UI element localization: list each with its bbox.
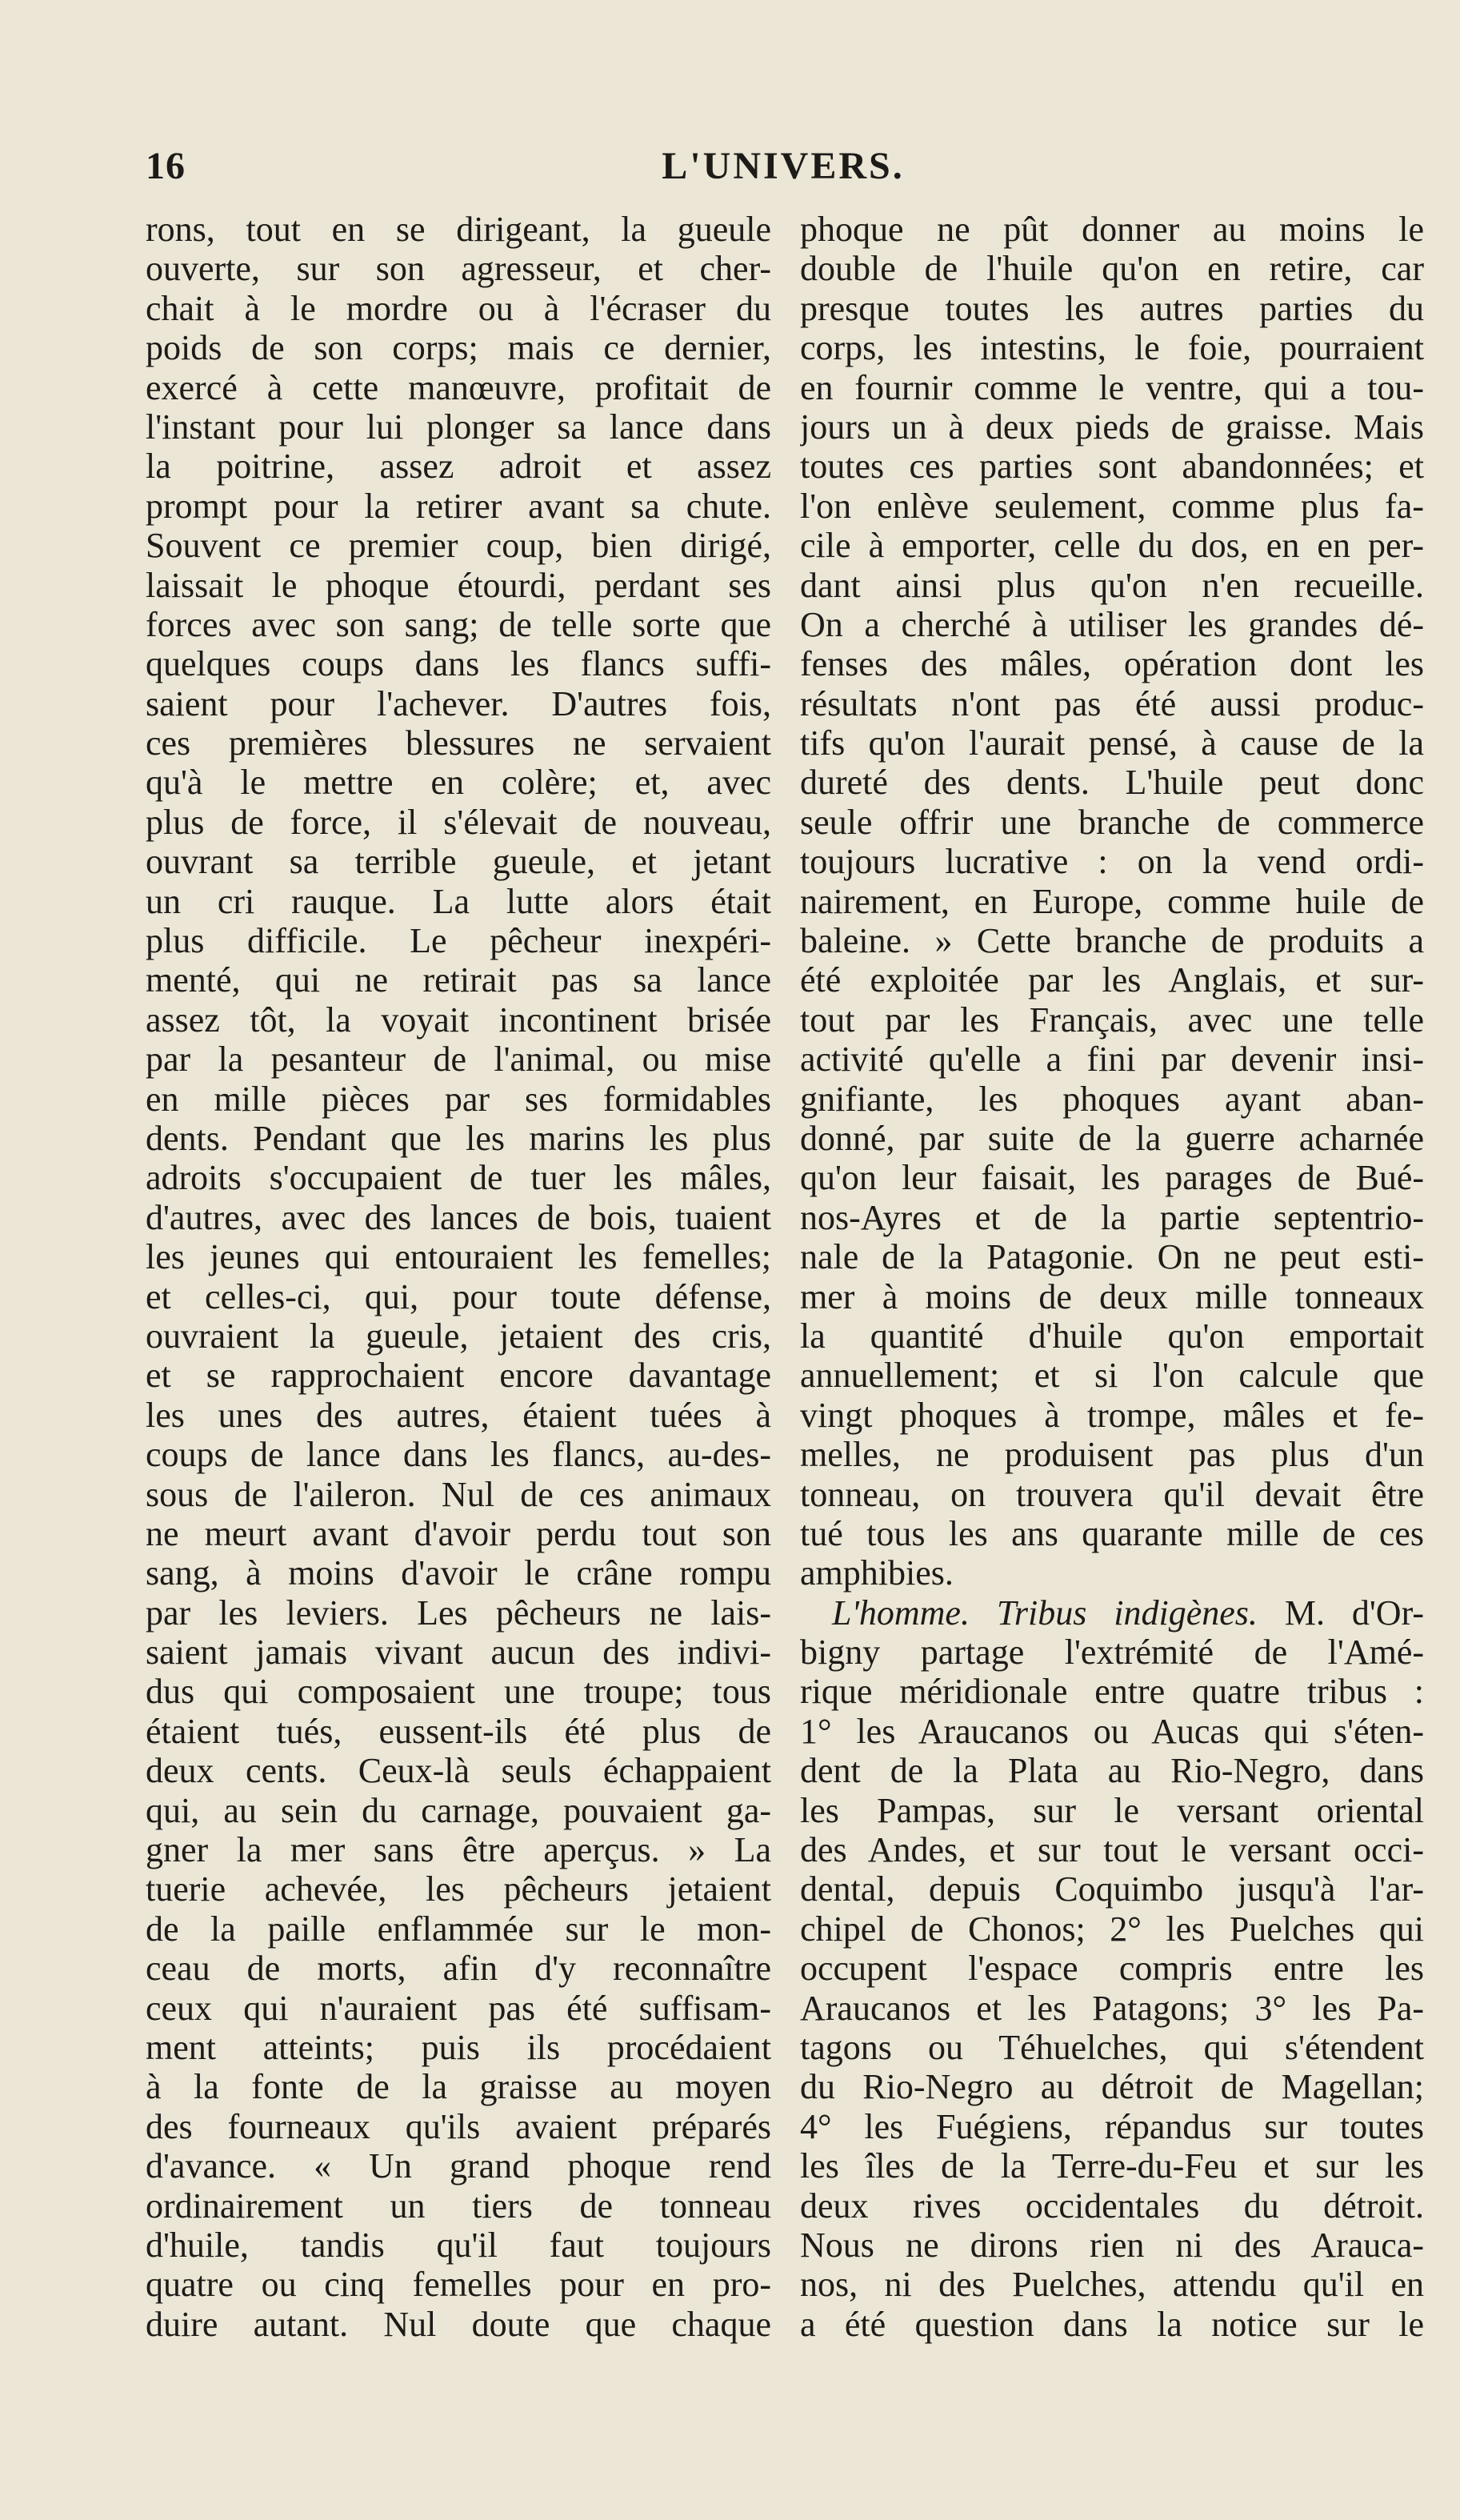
text-line: tonneau, on trouvera qu'il devait être bbox=[800, 1474, 1424, 1514]
text-line: ces premières blessures ne servaient bbox=[146, 723, 771, 763]
left-column bbox=[146, 210, 771, 2344]
text-line: qu'à le mettre en colère; et, avec bbox=[146, 763, 771, 803]
text-line: dent de la Plata au Rio-Negro, dans bbox=[800, 1751, 1424, 1791]
page-header bbox=[146, 144, 1421, 192]
text-line: presque toutes les autres parties du bbox=[800, 288, 1424, 328]
text-line: qui, au sein du carnage, pouvaient ga- bbox=[146, 1790, 771, 1830]
text-line: activité qu'elle a fini par devenir insi- bbox=[800, 1040, 1424, 1080]
text-line: plus difficile. Le pêcheur inexpéri- bbox=[146, 921, 771, 961]
text-line: un cri rauque. La lutte alors était bbox=[146, 881, 771, 921]
text-line: étaient tués, eussent-ils été plus de bbox=[146, 1711, 771, 1751]
text-line: dus qui composaient une troupe; tous bbox=[146, 1672, 771, 1712]
text-line: vingt phoques à trompe, mâles et fe- bbox=[800, 1395, 1424, 1435]
section-heading-line bbox=[800, 1593, 1424, 1633]
text-line: ceau de morts, afin d'y reconnaître bbox=[146, 1949, 771, 1989]
right-column bbox=[800, 210, 1424, 2344]
text-line: menté, qui ne retirait pas sa lance bbox=[146, 960, 771, 1000]
text-line: tagons ou Téhuelches, qui s'étendent bbox=[800, 2027, 1424, 2067]
text-line: dents. Pendant que les marins les plus bbox=[146, 1118, 771, 1158]
text-line: résultats n'ont pas été aussi produc- bbox=[800, 683, 1424, 723]
text-line: dureté des dents. L'huile peut donc bbox=[800, 763, 1424, 803]
text-line: de la paille enflammée sur le mon- bbox=[146, 1909, 771, 1949]
text-line: occupent l'espace compris entre les bbox=[800, 1949, 1424, 1989]
text-line: duire autant. Nul doute que chaque bbox=[146, 2304, 771, 2344]
text-line: deux rives occidentales du détroit. bbox=[800, 2185, 1424, 2226]
text-line: à la fonte de la graisse au moyen bbox=[146, 2067, 771, 2107]
text-line: poids de son corps; mais ce dernier, bbox=[146, 328, 771, 368]
text-line: ceux qui n'auraient pas été suffisam- bbox=[146, 1988, 771, 2028]
text-line: d'autres, avec des lances de bois, tuaient bbox=[146, 1197, 771, 1237]
text-line: cile à emporter, celle du dos, en en per- bbox=[800, 526, 1424, 566]
text-line: qu'on leur faisait, les parages de Bué- bbox=[800, 1158, 1424, 1198]
text-line: toujours lucrative : on la vend ordi- bbox=[800, 842, 1424, 882]
text-line: quatre ou cinq femelles pour en pro- bbox=[146, 2265, 771, 2305]
text-line: saient pour l'achever. D'autres fois, bbox=[146, 683, 771, 723]
text-line: exercé à cette manœuvre, profitait de bbox=[146, 367, 771, 407]
text-line: les îles de la Terre-du-Feu et sur les bbox=[800, 2146, 1424, 2186]
text-line: des Andes, et sur tout le versant occi- bbox=[800, 1830, 1424, 1870]
text-line: gner la mer sans être aperçus. » La bbox=[146, 1830, 771, 1870]
running-title: L'UNIVERS. bbox=[662, 145, 905, 187]
text-line: phoque ne pût donner au moins le bbox=[800, 210, 1424, 249]
text-line: dental, depuis Coquimbo jusqu'à l'ar- bbox=[800, 1869, 1424, 1909]
text-line: 4° les Fuégiens, répandus sur toutes bbox=[800, 2106, 1424, 2146]
text-line: a été question dans la notice sur le bbox=[800, 2304, 1424, 2344]
text-line: ordinairement un tiers de tonneau bbox=[146, 2185, 771, 2226]
text-line: la poitrine, assez adroit et assez bbox=[146, 447, 771, 487]
text-line: tifs qu'on l'aurait pensé, à cause de la bbox=[800, 723, 1424, 763]
text-line: seule offrir une branche de commerce bbox=[800, 802, 1424, 842]
text-line: On a cherché à utiliser les grandes dé- bbox=[800, 604, 1424, 644]
text-line: nos-Ayres et de la partie septentrio- bbox=[800, 1197, 1424, 1237]
text-line: nale de la Patagonie. On ne peut esti- bbox=[800, 1237, 1424, 1277]
text-line: baleine. » Cette branche de produits a bbox=[800, 921, 1424, 961]
text-line: melles, ne produisent pas plus d'un bbox=[800, 1435, 1424, 1475]
text-line: en fournir comme le ventre, qui a tou- bbox=[800, 367, 1424, 407]
text-line: amphibies. bbox=[800, 1553, 954, 1593]
text-line: rique méridionale entre quatre tribus : bbox=[800, 1672, 1424, 1712]
text-line: ouvrant sa terrible gueule, et jetant bbox=[146, 842, 771, 882]
text-line: nairement, en Europe, comme huile de bbox=[800, 881, 1424, 921]
text-line: les jeunes qui entouraient les femelles; bbox=[146, 1237, 771, 1277]
text-line: Souvent ce premier coup, bien dirigé, bbox=[146, 526, 771, 566]
text-line: prompt pour la retirer avant sa chute. bbox=[146, 486, 771, 526]
text-line: par les leviers. Les pêcheurs ne lais- bbox=[146, 1593, 771, 1633]
text-line: adroits s'occupaient de tuer les mâles, bbox=[146, 1158, 771, 1198]
text-line: annuellement; et si l'on calcule que bbox=[800, 1356, 1424, 1396]
text-line: double de l'huile qu'on en retire, car bbox=[800, 249, 1424, 289]
text-line: été exploitée par les Anglais, et sur- bbox=[800, 960, 1424, 1000]
text-line: en mille pièces par ses formidables bbox=[146, 1079, 771, 1119]
text-line: ouvraient la gueule, jetaient des cris, bbox=[146, 1316, 771, 1356]
text-line: des fourneaux qu'ils avaient préparés bbox=[146, 2106, 771, 2146]
text-line: deux cents. Ceux-là seuls échappaient bbox=[146, 1751, 771, 1791]
text-line: et se rapprochaient encore davantage bbox=[146, 1356, 771, 1396]
text-line: plus de force, il s'élevait de nouveau, bbox=[146, 802, 771, 842]
text-line: tout par les Français, avec une telle bbox=[800, 1000, 1424, 1040]
text-line: 1° les Araucanos ou Aucas qui s'éten- bbox=[800, 1711, 1424, 1751]
text-line: par la pesanteur de l'animal, ou mise bbox=[146, 1040, 771, 1080]
text-line: forces avec son sang; de telle sorte que bbox=[146, 604, 771, 644]
text-line: corps, les intestins, le foie, pourraient bbox=[800, 328, 1424, 368]
text-line: fenses des mâles, opération dont les bbox=[800, 644, 1424, 684]
text-line: d'huile, tandis qu'il faut toujours bbox=[146, 2225, 771, 2265]
text-line: quelques coups dans les flancs suffi- bbox=[146, 644, 771, 684]
text-line: dant ainsi plus qu'on n'en recueille. bbox=[800, 565, 1424, 605]
text-line: tué tous les ans quarante mille de ces bbox=[800, 1513, 1424, 1553]
section-heading: L'homme. Tribus indigènes. bbox=[832, 1593, 1258, 1633]
text-line: jours un à deux pieds de graisse. Mais bbox=[800, 407, 1424, 447]
section-heading-rest: M. d'Or- bbox=[1257, 1593, 1424, 1633]
text-line: sous de l'aileron. Nul de ces animaux bbox=[146, 1474, 771, 1514]
text-line: bigny partage l'extrémité de l'Amé- bbox=[800, 1633, 1424, 1673]
text-line: ne meurt avant d'avoir perdu tout son bbox=[146, 1513, 771, 1553]
text-line: ment atteints; puis ils procédaient bbox=[146, 2027, 771, 2067]
text-line: mer à moins de deux mille tonneaux bbox=[800, 1276, 1424, 1316]
text-line: saient jamais vivant aucun des indivi- bbox=[146, 1633, 771, 1673]
text-line: chait à le mordre ou à l'écraser du bbox=[146, 288, 771, 328]
text-line: chipel de Chonos; 2° les Puelches qui bbox=[800, 1909, 1424, 1949]
text-line: Nous ne dirons rien ni des Arauca- bbox=[800, 2225, 1424, 2265]
text-line: les Pampas, sur le versant oriental bbox=[800, 1790, 1424, 1830]
text-line: laissait le phoque étourdi, perdant ses bbox=[146, 565, 771, 605]
text-line: Araucanos et les Patagons; 3° les Pa- bbox=[800, 1988, 1424, 2028]
text-line: toutes ces parties sont abandonnées; et bbox=[800, 447, 1424, 487]
text-line: sang, à moins d'avoir le crâne rompu bbox=[146, 1553, 771, 1593]
text-line: coups de lance dans les flancs, au-des- bbox=[146, 1435, 771, 1475]
text-line: donné, par suite de la guerre acharnée bbox=[800, 1118, 1424, 1158]
text-line: du Rio-Negro au détroit de Magellan; bbox=[800, 2067, 1424, 2107]
text-line: tuerie achevée, les pêcheurs jetaient bbox=[146, 1869, 771, 1909]
text-line: d'avance. « Un grand phoque rend bbox=[146, 2146, 771, 2186]
text-line: l'on enlève seulement, comme plus fa- bbox=[800, 486, 1424, 526]
text-line: la quantité d'huile qu'on emportait bbox=[800, 1316, 1424, 1356]
text-line: nos, ni des Puelches, attendu qu'il en bbox=[800, 2265, 1424, 2305]
text-line: les unes des autres, étaient tuées à bbox=[146, 1395, 771, 1435]
text-line: et celles-ci, qui, pour toute défense, bbox=[146, 1276, 771, 1316]
text-line: rons, tout en se dirigeant, la gueule bbox=[146, 210, 771, 249]
page-number: 16 bbox=[146, 145, 186, 187]
text-line: l'instant pour lui plonger sa lance dans bbox=[146, 407, 771, 447]
text-line: gnifiante, les phoques ayant aban- bbox=[800, 1079, 1424, 1119]
text-line: ouverte, sur son agresseur, et cher- bbox=[146, 249, 771, 289]
text-line: assez tôt, la voyait incontinent brisée bbox=[146, 1000, 771, 1040]
